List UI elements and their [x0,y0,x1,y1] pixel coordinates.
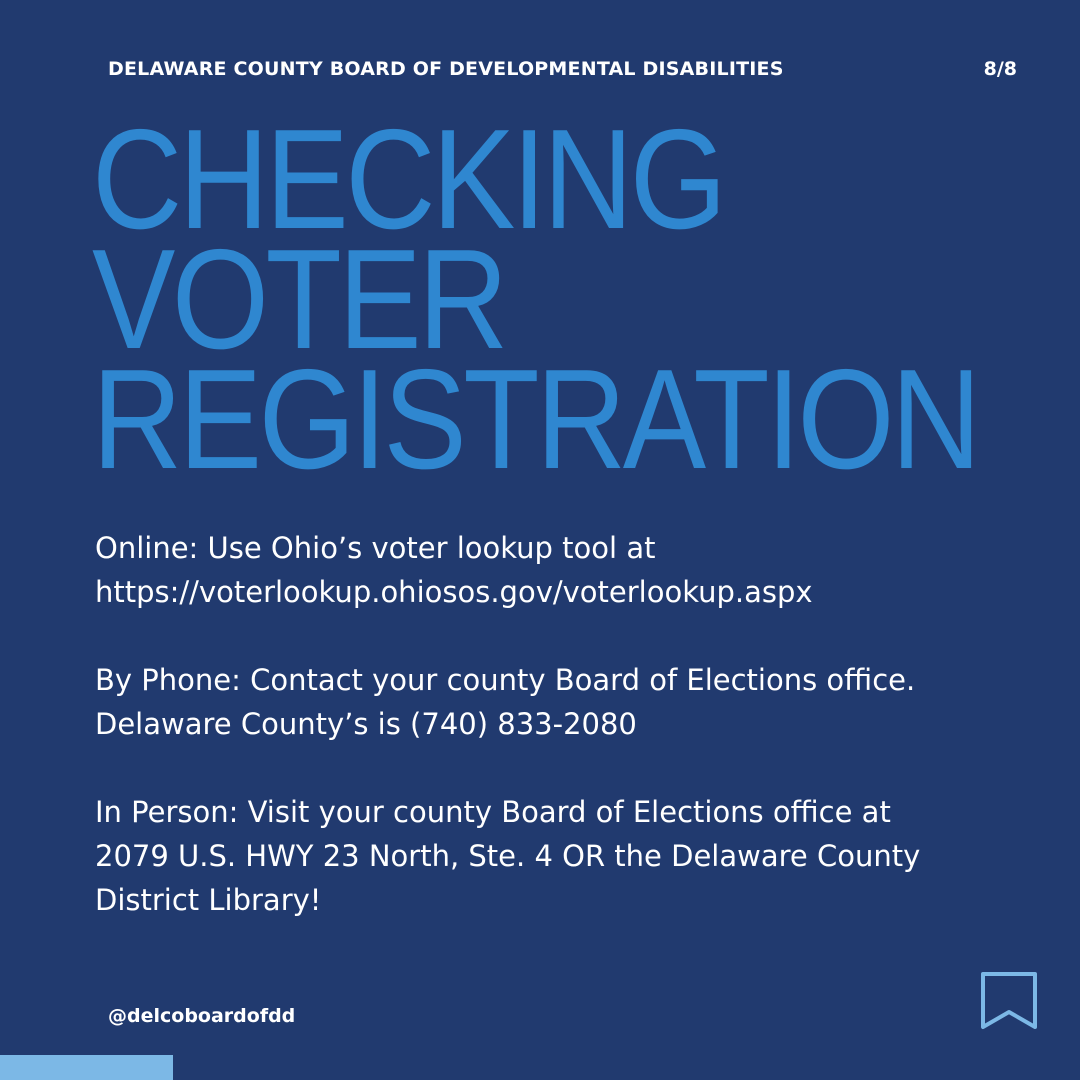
phone-section [95,658,1035,746]
online-description: Online: Use Ohio’s voter lookup tool at [95,531,656,565]
bookmark-icon[interactable] [979,970,1039,1032]
headline-line-1: CHECKING [92,100,724,259]
voter-lookup-url: https://voterlookup.ohiosos.gov/voterlookup.aspx [95,575,813,609]
accent-bar [0,1055,173,1080]
in-person-address: 2079 U.S. HWY 23 North, Ste. 4 OR the Delaware County [95,839,921,873]
headline-line-3: REGISTRATION [92,340,978,499]
in-person-section [95,790,1035,922]
headline-line-2: VOTER [92,220,505,379]
org-name: DELAWARE COUNTY BOARD OF DEVELOPMENTAL DISABILITIES [108,58,784,80]
headline [92,100,978,499]
social-handle: @delcoboardofdd [108,1005,296,1027]
in-person-library: District Library! [95,883,322,917]
in-person-description: In Person: Visit your county Board of Elections office at [95,795,891,829]
body-text [95,526,1035,966]
phone-number: Delaware County’s is (740) 833-2080 [95,707,637,741]
page-indicator: 8/8 [983,58,1017,80]
online-section [95,526,1035,614]
phone-description: By Phone: Contact your county Board of Elections office. [95,663,916,697]
